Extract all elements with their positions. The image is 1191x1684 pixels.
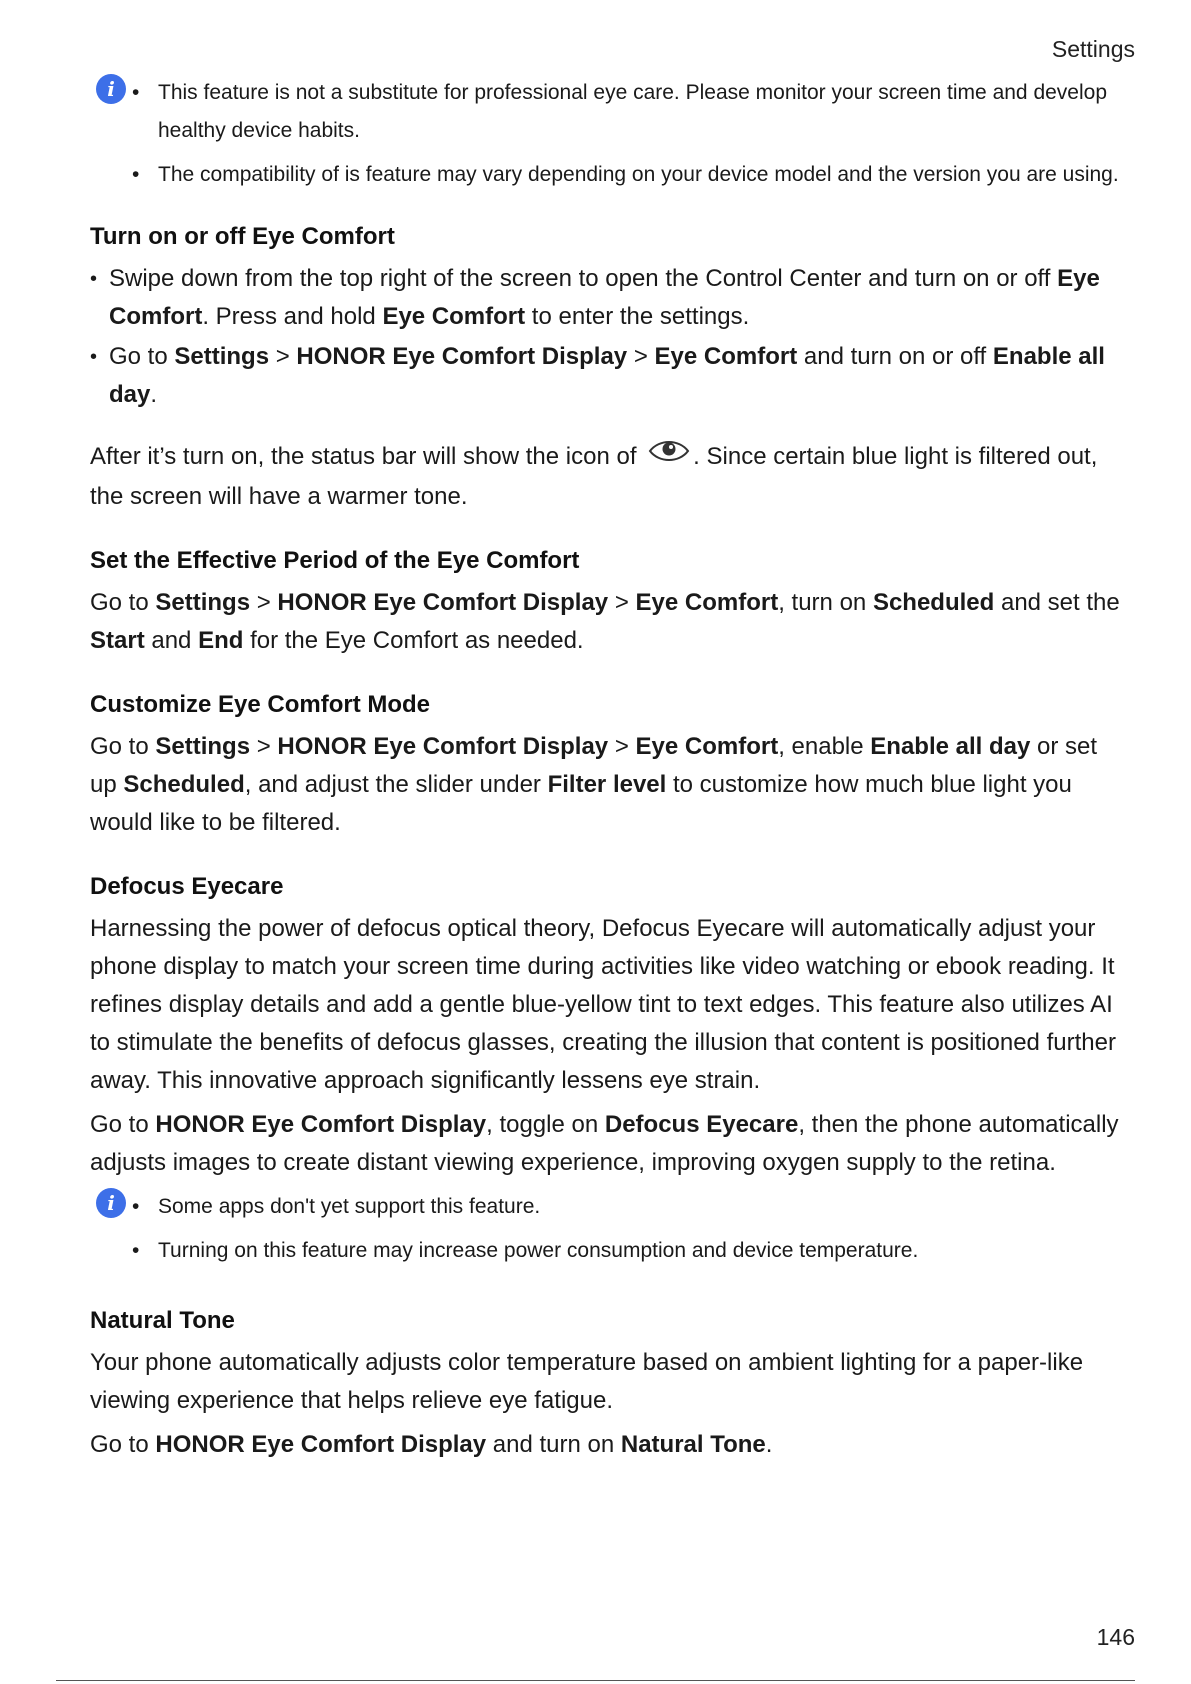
paragraph: Go to Settings > HONOR Eye Comfort Display > Eye Comfort, turn on Scheduled and set the Start and End for the Eye Comfort as needed. [90,589,1120,654]
paragraph: Go to Settings > HONOR Eye Comfort Display > Eye Comfort, enable Enable all day or set up Scheduled, and adjust the slider under Filter level to customize how much blue light you would like to be filtered. [90,733,1098,836]
paragraph: After it’s turn on, the status bar will show the icon of . Since certain blue light is filtered out, the screen will have a warmer tone. [90,436,1120,516]
section-heading: Set the Effective Period of the Eye Comfort [90,547,580,574]
bullet-item: • Go to Settings > HONOR Eye Comfort Display > Eye Comfort and turn on or off Enable all day. [90,343,1105,408]
page-number: 146 [1096,1624,1135,1650]
note-item: • Turning on this feature may increase power consumption and device temperature. [132,1239,919,1262]
section-heading: Turn on or off Eye Comfort [90,223,395,250]
note-item: • This feature is not a substitute for professional eye care. Please monitor your screen time and develop healthy device habits. [132,81,1107,142]
note-item: • Some apps don't yet support this feature. [132,1195,541,1218]
eye-icon [647,436,691,478]
paragraph: Your phone automatically adjusts color temperature based on ambient lighting for a paper-like viewing experience that helps relieve eye fatigue. [90,1349,1084,1414]
note-block-top [90,74,1120,194]
page-content [90,74,1120,1464]
section-heading: Defocus Eyecare [90,873,284,900]
page-header-section: Settings [1051,36,1135,62]
paragraph: Go to HONOR Eye Comfort Display, toggle on Defocus Eyecare, then the phone automatically adjusts images to create distant viewing experience, improving oxygen supply to the retina. [90,1111,1119,1176]
bullet-list [90,260,1120,414]
info-icon: i [96,1188,126,1218]
bullet-item: • Swipe down from the top right of the screen to open the Control Center and turn on or off Eye Comfort. Press and hold Eye Comfort to enter the settings. [90,265,1100,330]
section-heading: Customize Eye Comfort Mode [90,691,431,718]
paragraph: Harnessing the power of defocus optical theory, Defocus Eyecare will automatically adjust your phone display to match your screen time during activities like video watching or ebook reading. It refines display details and add a gentle blue-yellow tint to text edges. This feature also utilizes AI to stimulate the benefits of defocus glasses, creating the illusion that content is positioned further away. This innovative approach significantly lessens eye strain. [90,915,1116,1094]
note-item: • The compatibility of is feature may vary depending on your device model and the version you are using. [132,163,1119,186]
note-block-defocus [90,1188,1120,1270]
info-icon: i [96,74,126,104]
footer-divider [56,1680,1135,1681]
paragraph: Go to HONOR Eye Comfort Display and turn on Natural Tone. [90,1431,773,1458]
section-heading: Natural Tone [90,1307,235,1334]
